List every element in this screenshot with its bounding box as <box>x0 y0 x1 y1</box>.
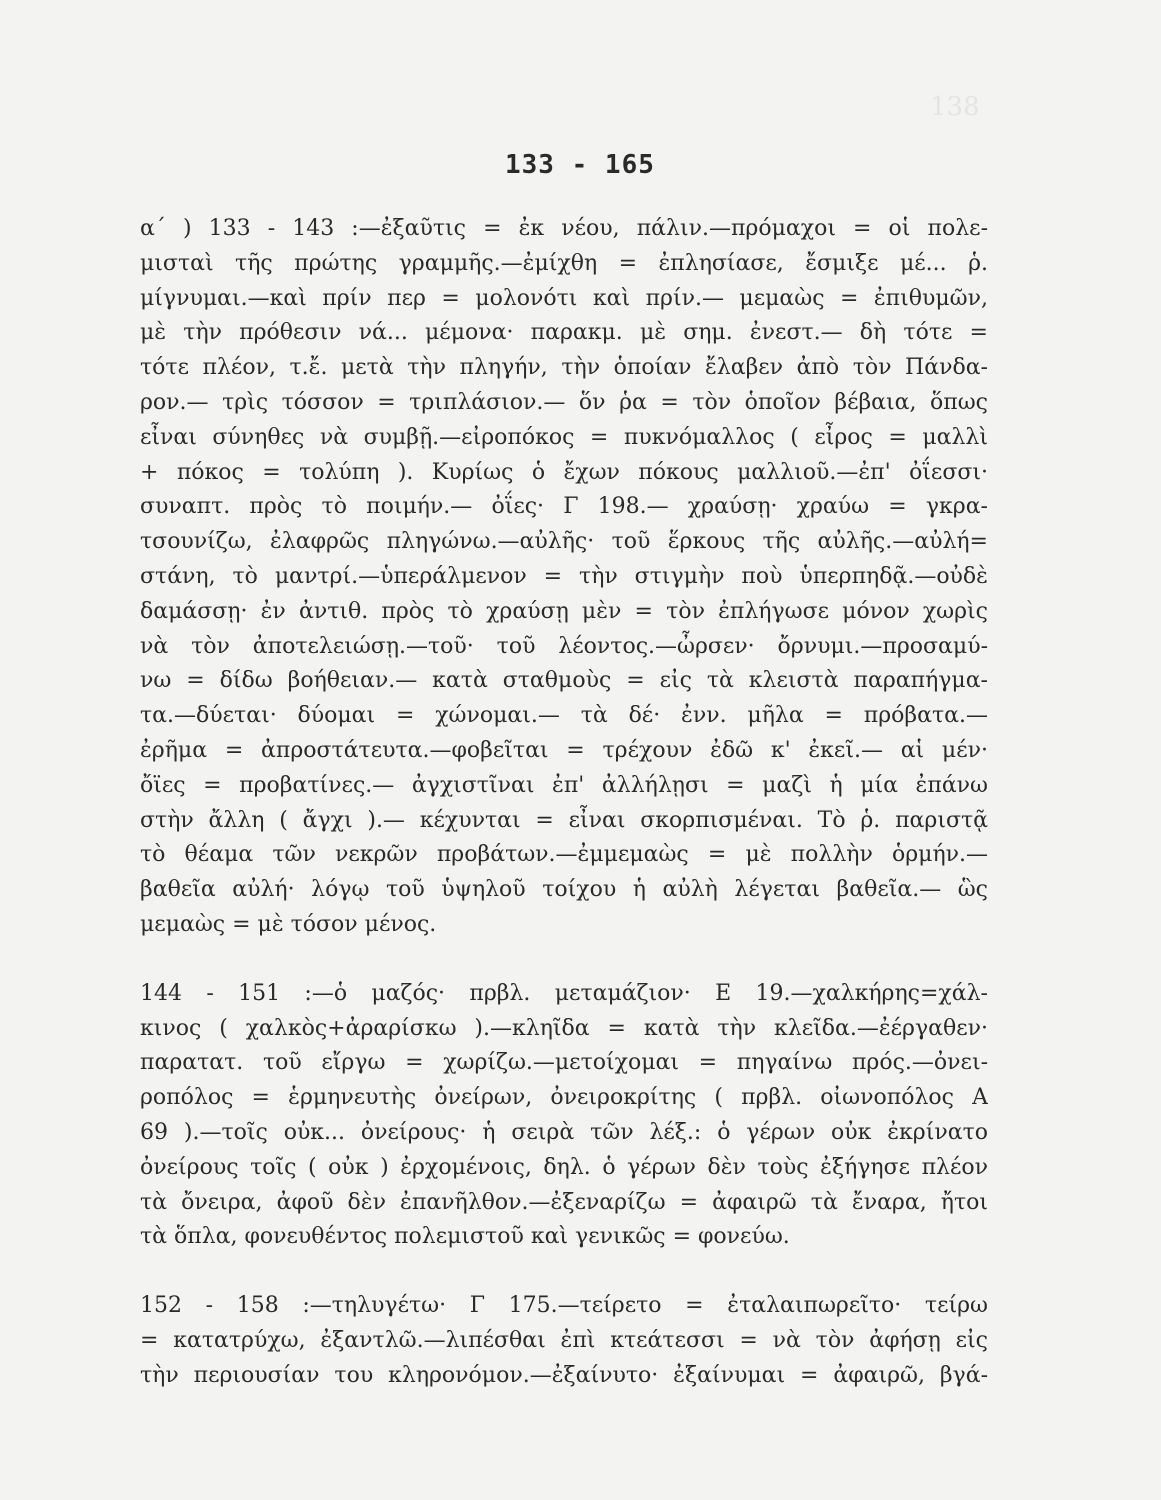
text-line: 144 - 151 :—ὁ μαζός· πρβλ. μεταμάζιον· Ε 19.—χαλκήρης=χάλ- <box>140 980 988 1006</box>
text-line: ὄϊες = προβατίνες.— ἀγχιστῖναι ἐπ' ἀλλήλῃσι = μαζὶ ἡ μία ἐπάνω <box>140 772 988 798</box>
text-line: ἐρῆμα = ἀπροστάτευτα.—φοβεῖται = τρέχουν ἐδῶ κ' ἐκεῖ.— αἱ μέν· <box>140 737 988 763</box>
text-line: βαθεῖα αὐλή· λόγῳ τοῦ ὑψηλοῦ τοίχου ἡ αὐλὴ λέγεται βαθεῖα.— ὣς <box>140 877 988 903</box>
paragraph-144-151 <box>140 977 988 1255</box>
text-line: τα.—δύεται· δύομαι = χώνομαι.— τὰ δέ· ἐνν. μῆλα = πρόβατα.— <box>140 703 988 729</box>
text-line: ροπόλος = ἑρμηνευτὴς ὀνείρων, ὀνειροκρίτης ( πρβλ. οἰωνοπόλος Α <box>140 1085 988 1111</box>
text-line: νὰ τὸν ἀποτελειώσῃ.—τοῦ· τοῦ λέοντος.—ὦρσεν· ὄρνυμι.—προσαμύ- <box>140 633 988 659</box>
text-line: μίγνυμαι.—καὶ πρίν περ = μολονότι καὶ πρίν.— μεμαὼς = ἐπιθυμῶν, <box>140 285 988 311</box>
commentary-text <box>140 212 988 1394</box>
text-line: ὀνείρους τοῖς ( οὐκ ) ἐρχομένοις, δηλ. ὁ γέρων δὲν τοὺς ἐξήγησε πλέον <box>140 1154 988 1180</box>
paragraph-152-158 <box>140 1289 988 1393</box>
text-line: στὴν ἄλλη ( ἄγχι ).— κέχυνται = εἶναι σκορπισμέναι. Τὸ ῥ. παριστᾷ <box>140 807 988 833</box>
text-line: παρατατ. τοῦ εἴργω = χωρίζω.—μετοίχομαι = πηγαίνω πρός.—ὀνει- <box>140 1050 988 1076</box>
text-line: τὰ ὄνειρα, ἀφοῦ δὲν ἐπανῆλθον.—ἐξεναρίζω = ἀφαιρῶ τὰ ἔναρα, ἤτοι <box>140 1189 988 1215</box>
bleed-through-page-number: 138 <box>930 92 980 122</box>
text-line: μεμαὼς = μὲ τόσον μένος. <box>140 911 437 937</box>
text-line: 152 - 158 :—τηλυγέτω· Γ 175.—τείρετο = ἐταλαιπωρεῖτο· τείρω <box>140 1293 988 1319</box>
text-line: α΄ ) 133 - 143 :—ἐξαῦτις = ἐκ νέου, πάλιν.—πρόμαχοι = οἱ πολε- <box>140 216 988 241</box>
text-line: στάνη, τὸ μαντρί.—ὑπεράλμενον = τὴν στιγμὴν ποὺ ὑπερπηδᾷ.—οὐδὲ <box>140 563 988 589</box>
text-line: μὲ τὴν πρόθεσιν νά... μέμονα· παρακμ. μὲ σημ. ἐνεστ.— δὴ τότε = <box>140 320 988 346</box>
paragraph-133-143 <box>140 212 988 943</box>
text-line: νω = δίδω βοήθειαν.— κατὰ σταθμοὺς = εἰς τὰ κλειστὰ παραπήγμα- <box>140 668 988 694</box>
text-line: εἶναι σύνηθες νὰ συμβῇ.—εἰροπόκος = πυκνόμαλλος ( εἶρος = μαλλὶ <box>140 424 988 450</box>
text-line: τσουνίζω, ἐλαφρῶς πληγώνω.—αὐλῆς· τοῦ ἕρκους τῆς αὐλῆς.—αὐλή= <box>140 529 988 555</box>
text-line: τότε πλέον, τ.ἔ. μετὰ τὴν πληγήν, τὴν ὁποίαν ἔλαβεν ἀπὸ τὸν Πάνδα- <box>140 355 988 381</box>
text-line: τὰ ὅπλα, φονευθέντος πολεμιστοῦ καὶ γενικῶς = φονεύω. <box>140 1224 790 1250</box>
text-line: μισταὶ τῆς πρώτης γραμμῆς.—ἐμίχθη = ἐπλησίασε, ἔσμιξε μέ... ῥ. <box>140 250 988 276</box>
text-line: δαμάσσῃ· ἐν ἀντιθ. πρὸς τὸ χραύσῃ μὲν = τὸν ἐπλήγωσε μόνον χωρὶς <box>140 598 988 624</box>
text-line: κινος ( χαλκὸς+ἀραρίσκω ).—κληῖδα = κατὰ τὴν κλεῖδα.—ἐέργαθεν· <box>140 1015 988 1041</box>
text-line: + πόκος = τολύπη ). Κυρίως ὁ ἔχων πόκους μαλλιοῦ.—ἐπ' ὀΐεσσι· <box>140 459 988 485</box>
text-line: 69 ).—τοῖς οὐκ... ὀνείρους· ἡ σειρὰ τῶν λέξ.: ὁ γέρων οὐκ ἐκρίνατο <box>140 1119 988 1145</box>
text-line: συναπτ. πρὸς τὸ ποιμήν.— ὀΐες· Γ 198.— χραύσῃ· χραύω = γκρα- <box>140 494 988 520</box>
page-header-range: 133 - 165 <box>505 150 655 180</box>
text-line: τὴν περιουσίαν του κληρονόμον.—ἐξαίνυτο· ἐξαίνυμαι = ἀφαιρῶ, βγά- <box>140 1362 988 1388</box>
text-line: = κατατρύχω, ἐξαντλῶ.—λιπέσθαι ἐπὶ κτεάτεσσι = νὰ τὸν ἀφήσῃ εἰς <box>140 1327 988 1353</box>
text-line: τὸ θέαμα τῶν νεκρῶν προβάτων.—ἐμμεμαὼς = μὲ πολλὴν ὁρμήν.— <box>140 842 988 868</box>
text-line: ρον.— τρὶς τόσσον = τριπλάσιον.— ὅν ῥα = τὸν ὁποῖον βέβαια, ὅπως <box>140 389 988 415</box>
